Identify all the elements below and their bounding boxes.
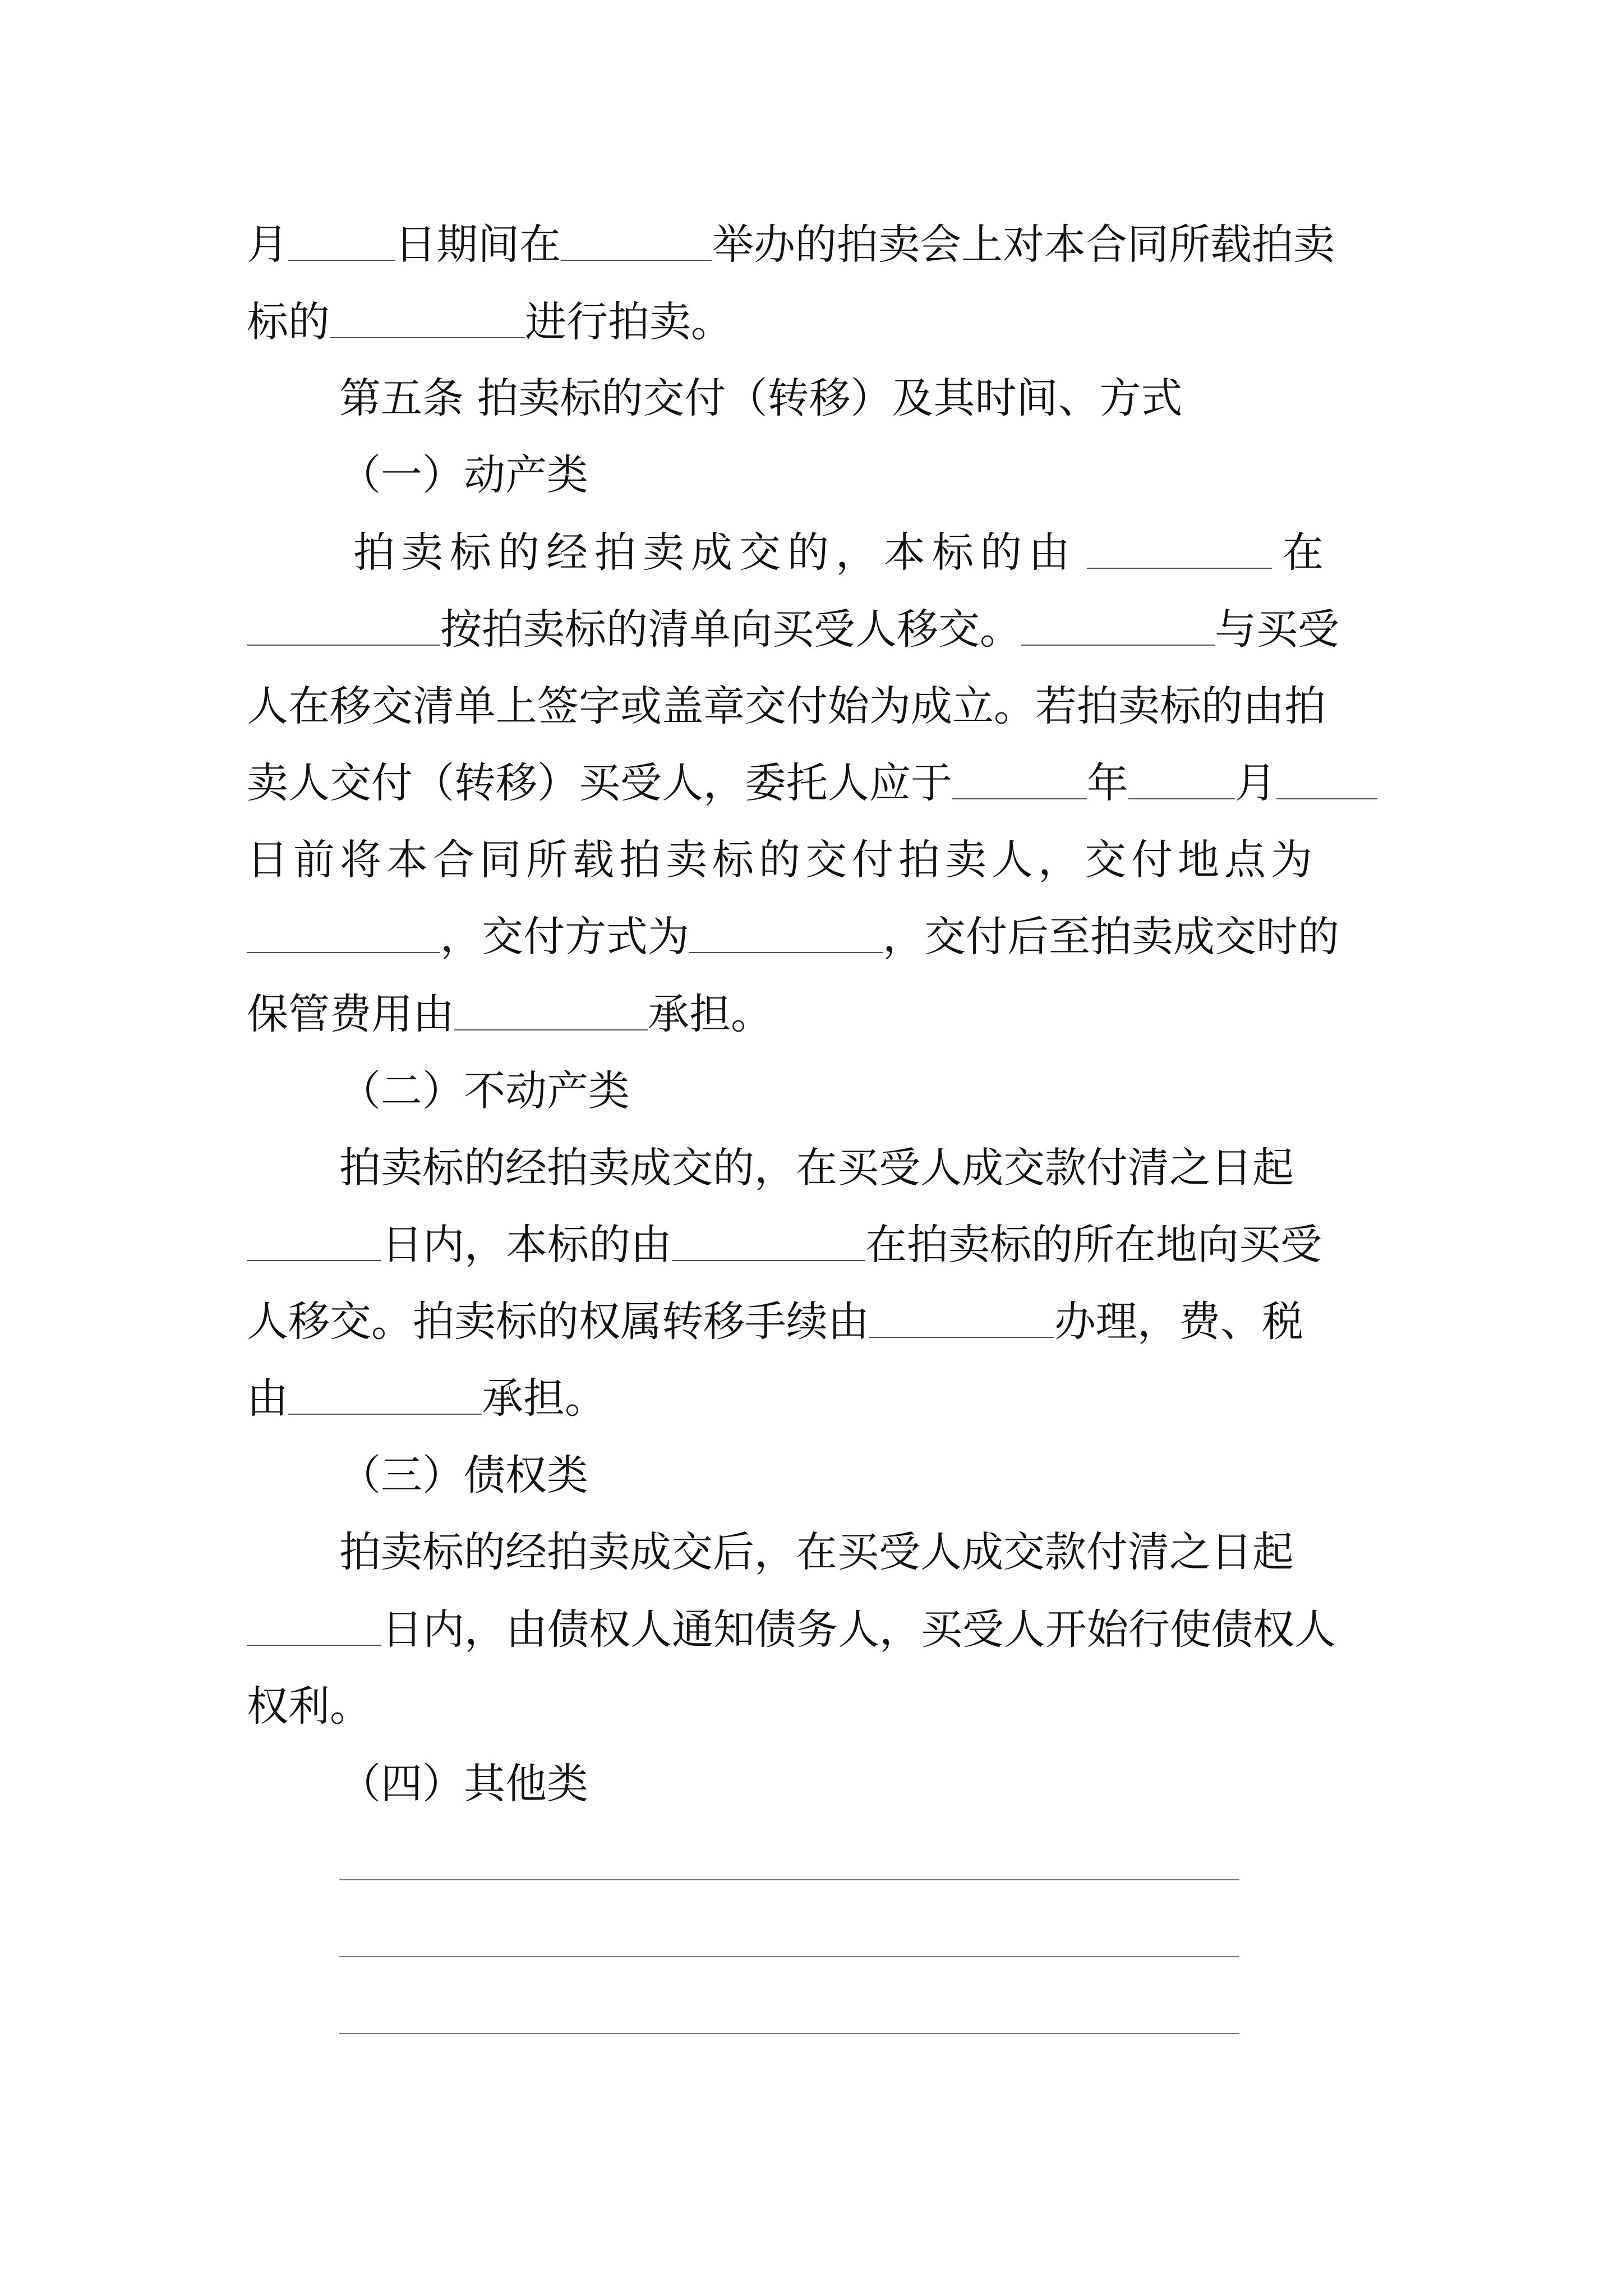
section-heading-movable: （一）动产类 [339, 451, 588, 499]
text-segment: 月 [247, 220, 288, 269]
text-segment: 月 [1235, 759, 1276, 807]
text-line-19 [247, 1602, 1391, 1658]
text-line-2 [247, 294, 1391, 350]
text-segment: 年 [1087, 759, 1128, 807]
text-line-20: 权利。 [247, 1682, 371, 1731]
text-segment: 标的 [247, 298, 330, 346]
text-line-5 [353, 524, 1391, 581]
text-line-7: 人在移交清单上签字或盖章交付始为成立。若拍卖标的由拍 [247, 682, 1326, 730]
fill-in-blank [247, 1603, 381, 1646]
fill-in-blank [689, 910, 883, 953]
text-line-16 [247, 1370, 1391, 1427]
text-segment: 人移交。拍卖标的权属转移手续由 [247, 1297, 869, 1346]
fill-in-blank [247, 603, 440, 646]
text-segment: 承担。 [648, 990, 772, 1038]
text-segment: 办理，费、税 [1054, 1297, 1303, 1346]
fill-in-blank [869, 1295, 1054, 1338]
text-line-8 [247, 755, 1391, 811]
section-heading-other: （四）其他类 [339, 1760, 588, 1808]
text-segment: 进行拍卖。 [525, 298, 732, 346]
text-segment: 在 [1282, 528, 1330, 577]
fill-in-blank [288, 1372, 482, 1415]
fill-in-blank [952, 757, 1087, 799]
text-segment: 举办的拍卖会上对本合同所载拍卖 [712, 220, 1335, 269]
fill-in-blank [1021, 603, 1215, 646]
text-segment: 在拍卖标的所在地向买受 [865, 1221, 1322, 1269]
fill-in-blank [330, 296, 525, 338]
fill-in-blank [454, 988, 648, 1030]
text-segment: 日期间在 [395, 220, 561, 269]
article-heading: 第五条 拍卖标的交付（转移）及其时间、方式 [339, 374, 1183, 422]
text-segment: 由 [247, 1374, 288, 1423]
text-segment: 与买受 [1215, 605, 1339, 654]
text-segment: 卖人交付（转移）买受人，委托人应于 [247, 759, 952, 807]
text-segment: 承担。 [482, 1374, 606, 1423]
text-line-13: 拍卖标的经拍卖成交的，在买受人成交款付清之日起 [339, 1144, 1294, 1192]
text-line-14 [247, 1217, 1391, 1273]
blank-writing-line [339, 2033, 1239, 2034]
section-heading-claims: （三）债权类 [339, 1451, 588, 1499]
text-segment: 日内，本标的由 [381, 1221, 672, 1269]
fill-in-blank [288, 218, 395, 261]
text-segment: 按拍卖标的清单向买受人移交。 [440, 605, 1021, 654]
text-segment: 保管费用由 [247, 990, 454, 1038]
fill-in-blank [1276, 757, 1377, 799]
text-segment: 拍卖标的经拍卖成交的，本标的由 [353, 528, 1077, 577]
text-line-11 [247, 986, 1391, 1042]
fill-in-blank [1128, 757, 1235, 799]
text-line-1 [247, 217, 1391, 273]
text-line-10 [247, 909, 1391, 965]
blank-writing-line [339, 1956, 1239, 1957]
text-segment: ，交付方式为 [440, 913, 689, 961]
text-line-15 [247, 1294, 1391, 1350]
fill-in-blank [1087, 526, 1272, 569]
text-segment: 日内，由债权人通知债务人，买受人开始行使债权人 [381, 1605, 1336, 1654]
text-segment: ，交付后至拍卖成交时的 [883, 913, 1339, 961]
fill-in-blank [561, 218, 712, 261]
text-line-6 [247, 601, 1391, 657]
text-line-9: 日前将本合同所载拍卖标的交付拍卖人，交付地点为 [247, 836, 1317, 884]
fill-in-blank [247, 1218, 381, 1261]
fill-in-blank [672, 1218, 865, 1261]
fill-in-blank [247, 910, 440, 953]
blank-writing-line [339, 1879, 1239, 1880]
text-line-18: 拍卖标的经拍卖成交后，在买受人成交款付清之日起 [339, 1528, 1294, 1576]
section-heading-real-estate: （二）不动产类 [339, 1067, 630, 1115]
